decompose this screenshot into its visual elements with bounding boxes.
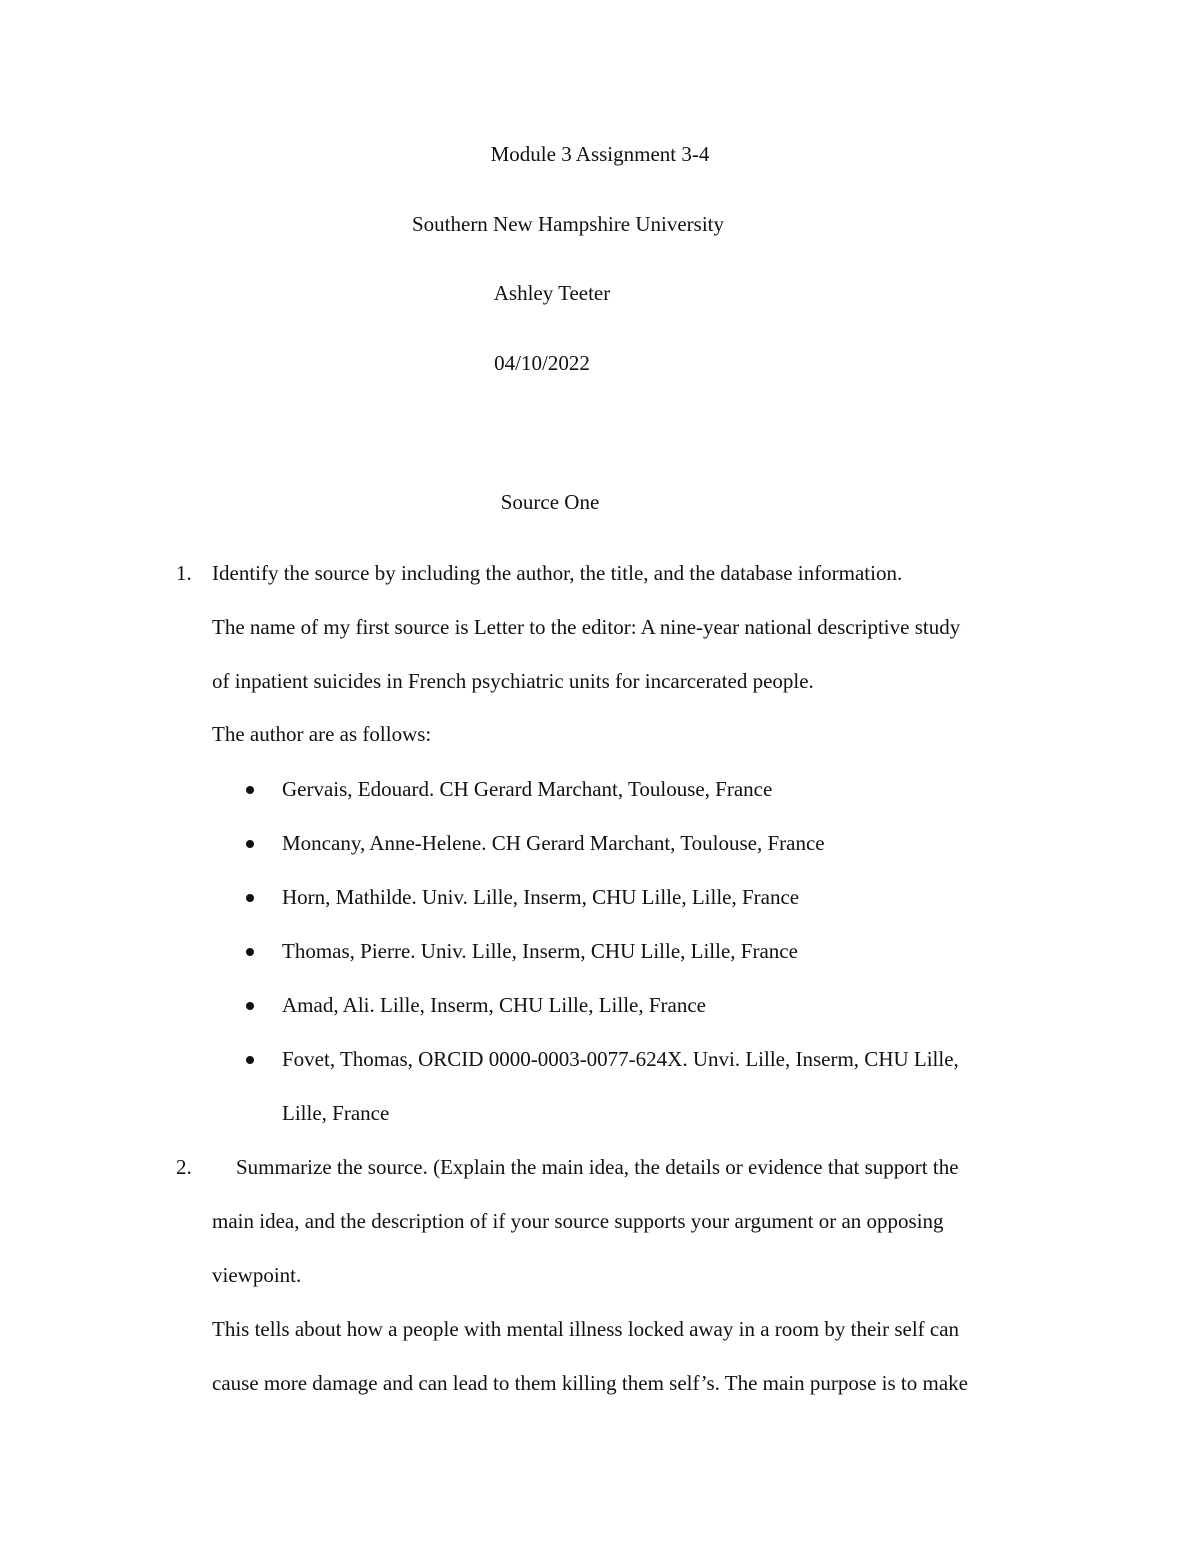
author-entry: Gervais, Edouard. CH Gerard Marchant, Toulouse, France	[282, 777, 773, 801]
item-1-answer-line-2: of inpatient suicides in French psychiatric units for incarcerated people.	[212, 669, 814, 693]
author-entry: Thomas, Pierre. Univ. Lille, Inserm, CHU Lille, Lille, France	[282, 939, 798, 963]
item-2-number: 2.	[176, 1155, 192, 1179]
item-2-prompt-line-1: Summarize the source. (Explain the main idea, the details or evidence that support the	[236, 1155, 959, 1179]
bullet-icon	[246, 786, 254, 794]
item-1-prompt: Identify the source by including the author, the title, and the database information.	[212, 561, 903, 585]
bullet-icon	[246, 840, 254, 848]
section-heading: Source One	[500, 490, 600, 514]
item-2-prompt-line-2: main idea, and the description of if your source supports your argument or an opposing	[212, 1209, 944, 1233]
item-2-answer-line-1: This tells about how a people with mental illness locked away in a room by their self can	[212, 1317, 960, 1341]
item-2-answer-line-2: cause more damage and can lead to them killing them self’s. The main purpose is to make	[212, 1371, 968, 1395]
item-2-prompt-line-3: viewpoint.	[212, 1263, 302, 1287]
author-name: Ashley Teeter	[493, 281, 611, 305]
author-entry-continuation: Lille, France	[282, 1101, 390, 1125]
bullet-icon	[246, 1056, 254, 1064]
document-date: 04/10/2022	[494, 351, 590, 375]
item-1-answer-line-1: The name of my first source is Letter to the editor: A nine-year national descriptive study	[212, 615, 961, 639]
author-entry: Amad, Ali. Lille, Inserm, CHU Lille, Lille, France	[282, 993, 706, 1017]
author-entry: Moncany, Anne-Helene. CH Gerard Marchant, Toulouse, France	[282, 831, 825, 855]
author-entry: Horn, Mathilde. Univ. Lille, Inserm, CHU Lille, Lille, France	[282, 885, 800, 909]
item-1-number: 1.	[176, 561, 192, 585]
bullet-icon	[246, 948, 254, 956]
bullet-icon	[246, 894, 254, 902]
authors-intro: The author are as follows:	[212, 722, 432, 746]
institution-name: Southern New Hampshire University	[411, 212, 725, 236]
document-title: Module 3 Assignment 3-4	[490, 142, 710, 166]
bullet-icon	[246, 1002, 254, 1010]
author-entry: Fovet, Thomas, ORCID 0000-0003-0077-624X. Unvi. Lille, Inserm, CHU Lille,	[282, 1047, 959, 1071]
